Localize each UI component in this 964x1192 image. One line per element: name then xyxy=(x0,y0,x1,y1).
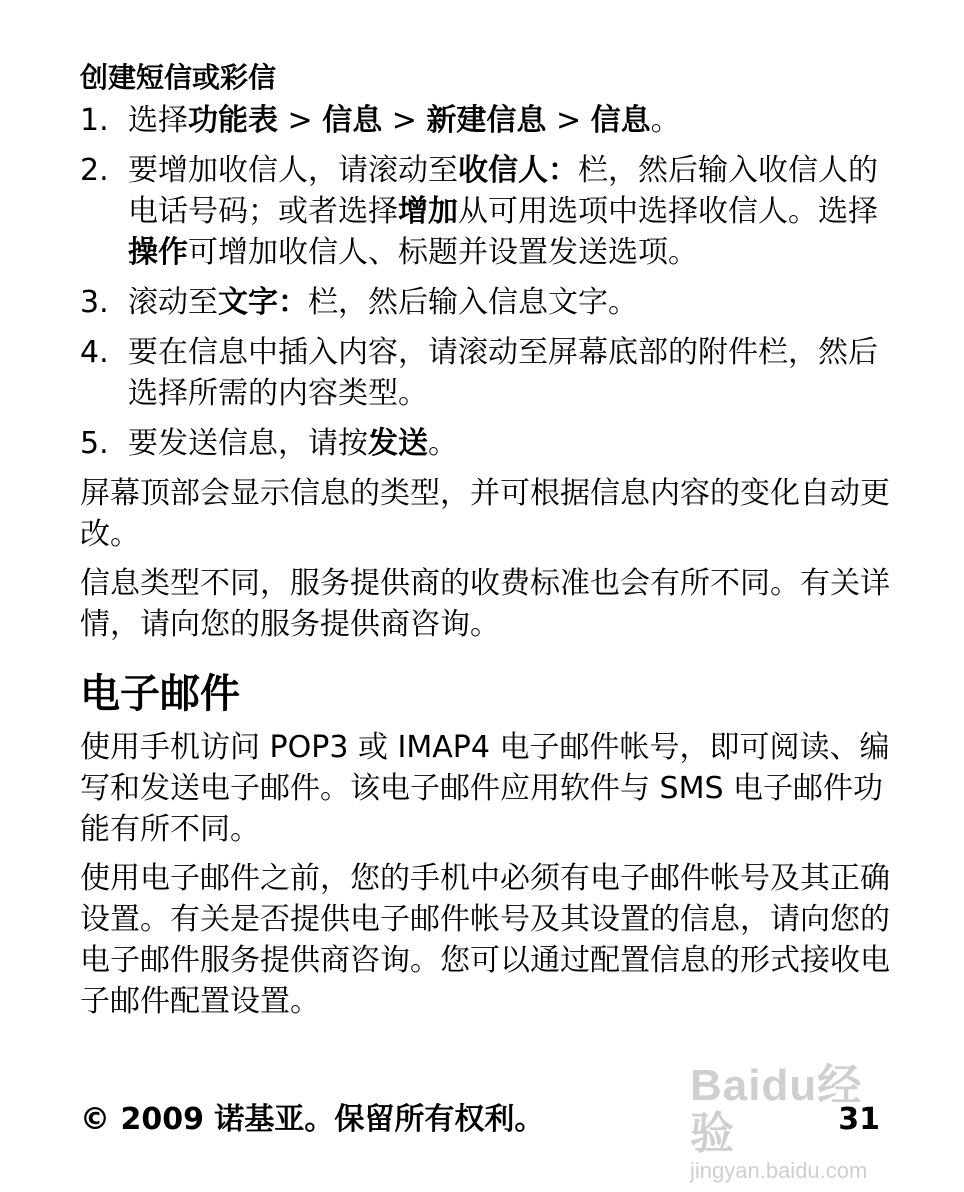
step-item xyxy=(80,150,890,273)
step-text xyxy=(128,332,890,414)
menu-label: 文字： xyxy=(218,285,308,320)
step-text-part: 从可用选项中选择收信人。选择 xyxy=(458,194,878,229)
watermark-url: jingyan.baidu.com xyxy=(690,1158,868,1183)
step-text-part: 栏，然后输入信息文字。 xyxy=(308,285,638,320)
step-text-part: > xyxy=(546,103,591,138)
step-number: 5. xyxy=(80,426,109,461)
step-number: 4. xyxy=(80,335,109,370)
steps-list xyxy=(80,100,890,464)
baidu-logo: Baidu经验 xyxy=(690,1061,863,1158)
step-text xyxy=(128,100,890,141)
menu-label: 信息 xyxy=(322,103,383,138)
step-text-part: 。 xyxy=(650,103,681,138)
charges-paragraph: 信息类型不同，服务提供商的收费标准也会有所不同。有关详情，请向您的服务提供商咨询。 xyxy=(80,566,890,642)
email-heading: 电子邮件 xyxy=(80,671,240,717)
document-page xyxy=(80,58,890,1030)
message-type-paragraph: 屏幕顶部会显示信息的类型，并可根据信息内容的变化自动更改。 xyxy=(80,476,890,552)
step-text-part: 栏，然后输入收信人的电话号码；或者选择 xyxy=(128,153,878,229)
step-text xyxy=(128,423,890,464)
copyright-text: © 2009 诺基亚。保留所有权利。 xyxy=(80,1102,545,1137)
email-setup-paragraph: 使用电子邮件之前，您的手机中必须有电子邮件帐号及其正确设置。有关是否提供电子邮件帐号及其设置的信息，请向您的电子邮件服务提供商咨询。您可以通过配置信息的形式接收电子邮件配置设置。 xyxy=(80,861,890,1019)
create-message-heading: 创建短信或彩信 xyxy=(80,61,277,94)
email-intro-paragraph: 使用手机访问 POP3 或 IMAP4 电子邮件帐号，即可阅读、编写和发送电子邮件。该电子邮件应用软件与 SMS 电子邮件功能有所不同。 xyxy=(80,730,890,847)
step-number: 2. xyxy=(80,153,109,188)
step-text-part: 选择 xyxy=(128,103,188,138)
step-item xyxy=(80,423,890,464)
step-text-part: 可增加收信人、标题并设置发送选项。 xyxy=(188,235,698,270)
menu-label: 信息 xyxy=(590,103,651,138)
menu-label: 新建信息 xyxy=(426,103,547,138)
step-text-part: 要在信息中插入内容，请滚动至屏幕底部的附件栏，然后选择所需的内容类型。 xyxy=(128,335,878,411)
step-text xyxy=(128,150,890,273)
step-text-part: 要发送信息，请按 xyxy=(128,426,368,461)
page-footer xyxy=(80,1100,880,1140)
menu-label: 发送 xyxy=(368,426,428,461)
menu-label: 操作 xyxy=(128,235,188,270)
step-number: 3. xyxy=(80,285,109,320)
step-text-part: 要增加收信人，请滚动至 xyxy=(128,153,458,188)
menu-label: 收信人： xyxy=(458,153,578,188)
step-text-part: > xyxy=(278,103,323,138)
step-text-part: 滚动至 xyxy=(128,285,218,320)
step-text-part: 。 xyxy=(428,426,458,461)
step-text xyxy=(128,282,890,323)
step-item xyxy=(80,282,890,323)
step-item xyxy=(80,332,890,414)
step-text-part: > xyxy=(382,103,427,138)
menu-label: 功能表 xyxy=(188,103,278,138)
step-item xyxy=(80,100,890,141)
step-number: 1. xyxy=(80,103,109,138)
menu-label: 增加 xyxy=(398,194,458,229)
page-number: 31 xyxy=(838,1102,880,1137)
